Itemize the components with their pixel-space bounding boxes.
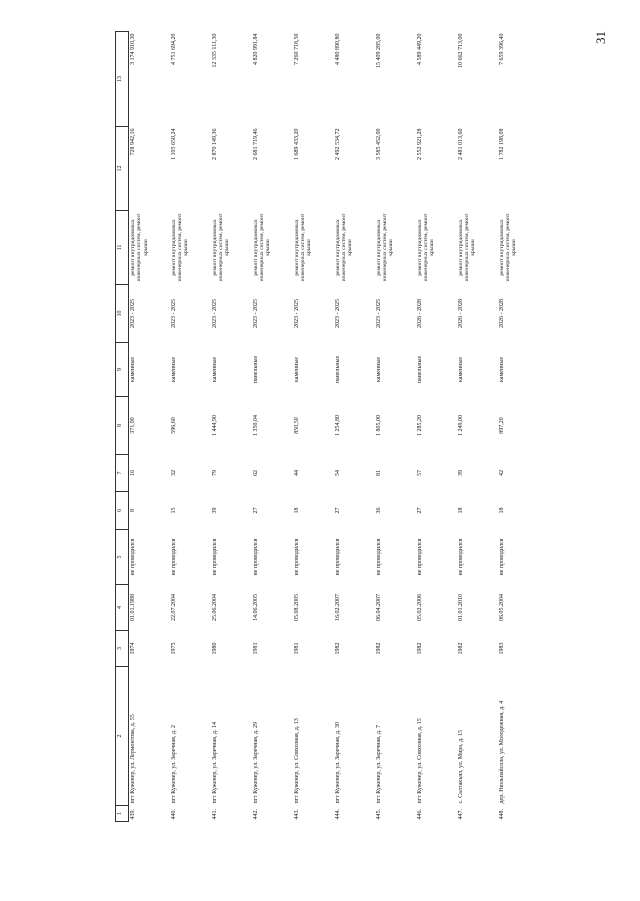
cost-cell: 2 681 719,46 — [252, 128, 259, 160]
work-type-cell: ремонт внутридомовых инженерных систем, ремонт крыши — [170, 213, 190, 282]
column-header: 4 — [116, 585, 129, 631]
column-header: 11 — [116, 211, 129, 285]
work-type-cell: ремонт внутридомовых инженерных систем, ремонт крыши — [252, 213, 272, 282]
table-row — [416, 32, 457, 822]
column-7-cell: 54 — [334, 470, 341, 476]
work-type-cell: ремонт внутридомовых инженерных систем, ремонт крыши — [498, 213, 518, 282]
cost-cell: 1 105 650,24 — [170, 128, 177, 160]
table-body — [129, 32, 539, 822]
registration-date-cell: 25.06.2004 — [211, 594, 218, 621]
column-header: 13 — [116, 32, 129, 127]
address-cell: пгт Куженер, ул. Совхозная, д. 15 — [416, 718, 423, 804]
repair-period-cell: 2023 - 2025 — [211, 299, 218, 328]
row-number: 442. — [252, 809, 259, 820]
area-cell: 897,20 — [498, 417, 505, 434]
registration-date-cell: 05.02.2006 — [416, 594, 423, 621]
total-cell: 7 260 718,50 — [293, 33, 300, 65]
total-cell: 15 409 285,00 — [375, 33, 382, 68]
column-6-cell: 18 — [293, 507, 300, 514]
column-7-cell: 16 — [130, 470, 136, 476]
repair-period-cell: 2026 - 2028 — [498, 299, 505, 328]
cost-cell: 2 552 921,28 — [416, 128, 423, 160]
build-year-cell: 1981 — [293, 642, 300, 655]
repair-period-cell: 2023 - 2025 — [293, 299, 300, 328]
repair-period-cell: 2023 - 2025 — [130, 299, 136, 328]
column-header: 7 — [116, 455, 129, 492]
column-header: 6 — [116, 492, 129, 530]
total-cell: 4 589 449,20 — [416, 33, 423, 65]
column-6-cell: 27 — [252, 507, 259, 514]
rotated-registry-table — [115, 32, 520, 822]
row-number: 445. — [375, 809, 382, 820]
last-repair-cell: не проводился — [293, 538, 300, 576]
cost-cell: 728 942,16 — [130, 128, 136, 156]
area-cell: 1 285,20 — [416, 415, 423, 436]
column-6-cell: 15 — [170, 507, 177, 514]
table-row — [211, 32, 252, 822]
column-6-cell: 18 — [498, 507, 505, 514]
wall-material-cell: панельные — [334, 355, 341, 384]
row-number: 441. — [211, 809, 218, 820]
column-7-cell: 57 — [416, 470, 423, 476]
cost-cell: 2 481 013,60 — [457, 128, 464, 160]
address-cell: пгт Куженер, ул. Заречная, д. 30 — [334, 722, 341, 804]
page-number: 31 — [593, 31, 608, 44]
last-repair-cell: не проводился — [130, 538, 136, 576]
build-year-cell: 1981 — [252, 642, 259, 655]
repair-period-cell: 2023 - 2025 — [334, 299, 341, 328]
wall-material-cell: каменные — [457, 356, 464, 383]
total-cell: 7 659 396,40 — [498, 33, 505, 65]
last-repair-cell: не проводился — [375, 538, 382, 576]
area-cell: 1 350,04 — [252, 415, 259, 436]
registration-date-cell: 06.05.2004 — [498, 594, 505, 621]
table-row — [375, 32, 416, 822]
address-cell: пгт Куженер, ул. Совхозная, д. 13 — [293, 718, 300, 804]
column-7-cell: 62 — [252, 470, 259, 476]
total-cell: 4 480 890,80 — [334, 33, 341, 65]
last-repair-cell: не проводился — [170, 538, 177, 576]
header-row — [116, 32, 129, 822]
total-cell: 4 820 991,84 — [252, 33, 259, 65]
build-year-cell: 1982 — [457, 642, 464, 655]
table-row — [170, 32, 211, 822]
area-cell: 1 254,80 — [334, 415, 341, 436]
last-repair-cell: не проводился — [498, 538, 505, 576]
area-cell: 850,50 — [293, 417, 300, 434]
work-type-cell: ремонт внутридомовых инженерных систем, ремонт крыши — [130, 213, 149, 282]
column-header: 5 — [116, 530, 129, 585]
wall-material-cell: каменные — [130, 356, 136, 383]
last-repair-cell: не проводился — [252, 538, 259, 576]
registration-date-cell: 05.08.2005 — [293, 594, 300, 621]
last-repair-cell: не проводился — [334, 538, 341, 576]
housing-repair-table — [115, 31, 539, 822]
registration-date-cell: 16.02.2007 — [334, 594, 341, 621]
column-7-cell: 39 — [457, 470, 464, 476]
wall-material-cell: каменные — [293, 356, 300, 383]
total-cell: 12 335 111,30 — [211, 33, 218, 68]
table-row — [252, 32, 293, 822]
registration-date-cell: 22.07.2004 — [170, 594, 177, 621]
cost-cell: 1 782 198,08 — [498, 128, 505, 160]
address-cell: пгт Куженер, ул. Заречная, д. 7 — [375, 725, 382, 804]
repair-period-cell: 2026 - 2028 — [457, 299, 464, 328]
total-cell: 10 662 713,00 — [457, 33, 464, 68]
address-cell: пгт Куженер, ул. Лермонтова, д. 55 — [130, 714, 136, 804]
work-type-cell: ремонт внутридомовых инженерных систем, ремонт крыши — [334, 213, 354, 282]
row-number: 439. — [130, 809, 136, 820]
build-year-cell: 1974 — [130, 642, 136, 655]
column-header: 9 — [116, 343, 129, 397]
column-header: 12 — [116, 127, 129, 211]
area-cell: 371,90 — [130, 417, 136, 434]
table-row — [129, 32, 170, 822]
address-cell: дер. Нюльпайсола, ул. Молодежная, д. 4 — [498, 700, 505, 804]
build-year-cell: 1980 — [211, 642, 218, 655]
work-type-cell: ремонт внутридомовых инженерных систем, ремонт крыши — [211, 213, 231, 282]
repair-period-cell: 2026 - 2028 — [416, 299, 423, 328]
build-year-cell: 1975 — [170, 642, 177, 655]
area-cell: 1 444,90 — [211, 415, 218, 436]
row-number: 447. — [457, 809, 464, 820]
last-repair-cell: не проводился — [457, 538, 464, 576]
total-cell: 3 174 910,30 — [130, 33, 136, 65]
column-6-cell: 27 — [416, 507, 423, 514]
registration-date-cell: 14.06.2005 — [252, 594, 259, 621]
area-cell: 1 249,00 — [457, 415, 464, 436]
address-cell: пгт Куженер, ул. Заречная, д. 2 — [170, 725, 177, 804]
row-number: 443. — [293, 809, 300, 820]
cost-cell: 2 492 534,72 — [334, 128, 341, 160]
column-6-cell: 36 — [375, 507, 382, 514]
repair-period-cell: 2023 - 2025 — [375, 299, 382, 328]
wall-material-cell: панельные — [252, 355, 259, 384]
wall-material-cell: каменные — [211, 356, 218, 383]
wall-material-cell: каменные — [375, 356, 382, 383]
column-7-cell: 44 — [293, 470, 300, 476]
registration-date-cell: 01.01.2010 — [457, 594, 464, 621]
build-year-cell: 1982 — [375, 642, 382, 655]
wall-material-cell: панельные — [416, 355, 423, 384]
column-6-cell: 27 — [334, 507, 341, 514]
registration-date-cell: 06.04.2007 — [375, 594, 382, 621]
column-header: 1 — [116, 806, 129, 822]
total-cell: 4 751 694,20 — [170, 33, 177, 65]
column-6-cell: 18 — [457, 507, 464, 514]
column-header: 8 — [116, 397, 129, 455]
row-number: 446. — [416, 809, 423, 820]
row-number: 440. — [170, 809, 177, 820]
wall-material-cell: каменные — [170, 356, 177, 383]
work-type-cell: ремонт внутридомовых инженерных систем, ремонт крыши — [457, 213, 477, 282]
row-number: 448. — [498, 809, 505, 820]
last-repair-cell: не проводился — [416, 538, 423, 576]
column-header: 3 — [116, 631, 129, 667]
address-cell: пгт Куженер, ул. Заречная, д. 14 — [211, 722, 218, 804]
repair-period-cell: 2023 - 2025 — [252, 299, 259, 328]
last-repair-cell: не проводился — [211, 538, 218, 576]
column-7-cell: 79 — [211, 470, 218, 476]
column-7-cell: 42 — [498, 470, 505, 476]
address-cell: пгт Куженер, ул. Заречная, д. 29 — [252, 722, 259, 804]
build-year-cell: 1982 — [334, 642, 341, 655]
row-number: 444. — [334, 809, 341, 820]
column-7-cell: 81 — [375, 470, 382, 476]
registration-date-cell: 01.01.1988 — [130, 594, 136, 621]
repair-period-cell: 2023 - 2025 — [170, 299, 177, 328]
address-cell: с. Салтакъял, ул. Мира, д. 15 — [457, 730, 464, 804]
table-row — [334, 32, 375, 822]
cost-cell: 3 585 452,00 — [375, 128, 382, 160]
cost-cell: 2 870 149,36 — [211, 128, 218, 160]
work-type-cell: ремонт внутридомовых инженерных систем, ремонт крыши — [375, 213, 395, 282]
cost-cell: 1 689 433,20 — [293, 128, 300, 160]
table-row — [498, 32, 539, 822]
work-type-cell: ремонт внутридомовых инженерных систем, ремонт крыши — [293, 213, 313, 282]
column-6-cell: 8 — [130, 509, 136, 512]
column-header: 2 — [116, 667, 129, 806]
column-7-cell: 32 — [170, 470, 177, 476]
build-year-cell: 1982 — [416, 642, 423, 655]
work-type-cell: ремонт внутридомовых инженерных систем, ремонт крыши — [416, 213, 436, 282]
area-cell: 596,60 — [170, 417, 177, 434]
table-row — [457, 32, 498, 822]
area-cell: 1 805,00 — [375, 415, 382, 436]
column-header: 10 — [116, 285, 129, 343]
table-row — [293, 32, 334, 822]
build-year-cell: 1983 — [498, 642, 505, 655]
column-6-cell: 39 — [211, 507, 218, 514]
wall-material-cell: каменные — [498, 356, 505, 383]
